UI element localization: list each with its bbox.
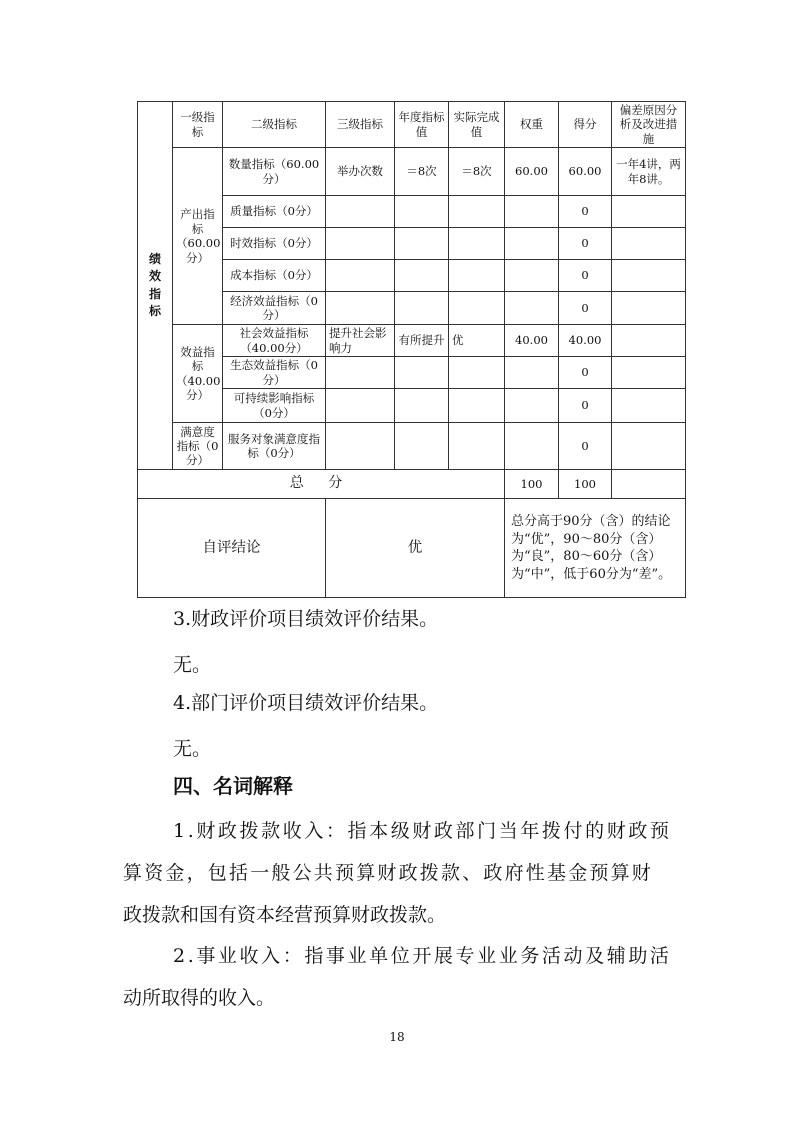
target-cell	[395, 357, 449, 389]
page-number: 18	[389, 1030, 405, 1044]
group-satisfaction: 满意度指标（0分）	[173, 423, 223, 470]
target-cell	[395, 228, 449, 260]
level3-cell: 举办次数	[326, 148, 395, 196]
level2-cell: 服务对象满意度指标（0分）	[223, 423, 326, 470]
paragraph-line: 无。	[173, 654, 212, 676]
level3-cell: 提升社会影响力	[326, 325, 395, 357]
table-row	[138, 325, 686, 357]
total-label: 总 分	[138, 470, 505, 499]
paragraph-line: 动所取得的收入。	[123, 987, 276, 1009]
section-heading: 四、名词解释	[173, 774, 293, 798]
score-cell: 0	[559, 228, 612, 260]
total-score: 100	[559, 470, 612, 499]
weight-cell	[505, 196, 559, 228]
conclusion-rule: 总分高于90分（含）的结论为“优”，90～80分（含）为“良”，80～60分（含）为“中”，低于60分为“差”。	[505, 499, 686, 598]
table-row	[138, 423, 686, 470]
note-cell	[612, 423, 686, 470]
actual-cell: ＝8次	[449, 148, 505, 196]
weight-cell	[505, 228, 559, 260]
actual-cell	[449, 423, 505, 470]
header-cell: 实际完成值	[449, 102, 505, 148]
table-row	[138, 148, 686, 196]
group-output: 产出指标（60.00分）	[173, 148, 223, 325]
paragraph-line: 算资金，包括一般公共预算财政拨款、政府性基金预算财	[123, 862, 654, 884]
score-cell: 0	[559, 260, 612, 292]
score-cell: 0	[559, 292, 612, 325]
paragraph-line: 3.财政评价项目绩效评价结果。	[173, 608, 439, 630]
score-cell: 0	[559, 389, 612, 423]
target-cell	[395, 389, 449, 423]
actual-cell	[449, 357, 505, 389]
level2-cell: 数量指标（60.00分）	[223, 148, 326, 196]
header-cell: 三级指标	[326, 102, 395, 148]
level2-cell: 成本指标（0分）	[223, 260, 326, 292]
note-cell: 一年4讲，两年8讲。	[612, 148, 686, 196]
conclusion-row	[138, 499, 686, 598]
level3-cell	[326, 260, 395, 292]
score-cell: 0	[559, 357, 612, 389]
weight-cell	[505, 292, 559, 325]
header-cell: 二级指标	[223, 102, 326, 148]
paragraph-line: 4.部门评价项目绩效评价结果。	[173, 692, 439, 714]
level3-cell	[326, 423, 395, 470]
conclusion-label: 自评结论	[138, 499, 326, 598]
weight-cell	[505, 389, 559, 423]
note-cell	[612, 357, 686, 389]
group-benefit: 效益指标（40.00分）	[173, 325, 223, 423]
target-cell	[395, 260, 449, 292]
performance-table	[137, 101, 686, 598]
target-cell	[395, 423, 449, 470]
weight-cell	[505, 357, 559, 389]
level2-cell: 生态效益指标（0分）	[223, 357, 326, 389]
note-cell	[612, 228, 686, 260]
level3-cell	[326, 196, 395, 228]
header-cell: 一级指标	[173, 102, 223, 148]
level2-cell: 社会效益指标（40.00分）	[223, 325, 326, 357]
actual-cell: 优	[449, 325, 505, 357]
target-cell	[395, 292, 449, 325]
level2-cell: 时效指标（0分）	[223, 228, 326, 260]
level3-cell	[326, 228, 395, 260]
note-cell	[612, 196, 686, 228]
level2-cell: 经济效益指标（0分）	[223, 292, 326, 325]
weight-cell	[505, 423, 559, 470]
total-row	[138, 470, 686, 499]
level3-cell	[326, 389, 395, 423]
level3-cell	[326, 357, 395, 389]
note-cell	[612, 389, 686, 423]
target-cell: 有所提升	[395, 325, 449, 357]
actual-cell	[449, 389, 505, 423]
score-cell: 0	[559, 423, 612, 470]
actual-cell	[449, 196, 505, 228]
total-weight: 100	[505, 470, 559, 499]
weight-cell: 40.00	[505, 325, 559, 357]
score-cell: 0	[559, 196, 612, 228]
note-cell	[612, 325, 686, 357]
score-cell: 40.00	[559, 325, 612, 357]
score-cell: 60.00	[559, 148, 612, 196]
header-cell: 得分	[559, 102, 612, 148]
paragraph-line: 2.事业收入：指事业单位开展专业业务活动及辅助活	[173, 945, 672, 967]
target-cell	[395, 196, 449, 228]
actual-cell	[449, 260, 505, 292]
header-cell: 权重	[505, 102, 559, 148]
note-cell	[612, 292, 686, 325]
header-cell: 偏差原因分析及改进措施	[612, 102, 686, 148]
conclusion-value: 优	[326, 499, 505, 598]
header-cell: 年度指标值	[395, 102, 449, 148]
level2-cell: 可持续影响指标（0分）	[223, 389, 326, 423]
paragraph-line: 无。	[173, 738, 212, 760]
weight-cell: 60.00	[505, 148, 559, 196]
side-label: 绩效指标	[138, 102, 173, 470]
note-cell	[612, 260, 686, 292]
paragraph-line: 1.财政拨款收入：指本级财政部门当年拨付的财政预	[173, 820, 672, 842]
actual-cell	[449, 292, 505, 325]
actual-cell	[449, 228, 505, 260]
level3-cell	[326, 292, 395, 325]
level2-cell: 质量指标（0分）	[223, 196, 326, 228]
weight-cell	[505, 260, 559, 292]
paragraph-line: 政拨款和国有资本经营预算财政拨款。	[123, 904, 447, 926]
target-cell: ＝8次	[395, 148, 449, 196]
